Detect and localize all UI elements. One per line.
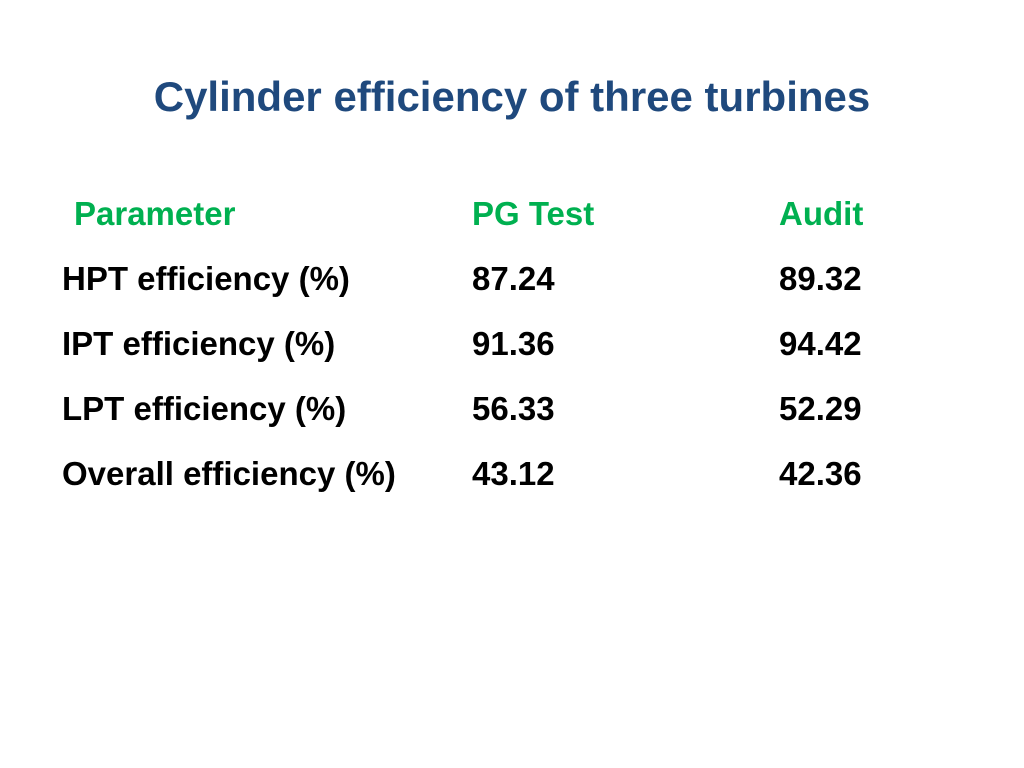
header-audit: Audit: [779, 195, 864, 232]
header-pg-test: PG Test: [472, 195, 595, 232]
row-label: HPT efficiency (%): [62, 260, 350, 297]
row-label: Overall efficiency (%): [62, 455, 396, 492]
row-label: LPT efficiency (%): [62, 390, 347, 427]
row-label: IPT efficiency (%): [62, 325, 336, 362]
table-row-overall: [62, 442, 962, 507]
header-parameter: Parameter: [74, 195, 236, 232]
audit-value: 42.36: [779, 455, 862, 492]
audit-value: 94.42: [779, 325, 862, 362]
audit-value: 89.32: [779, 260, 862, 297]
pg-test-value: 87.24: [472, 260, 555, 297]
pg-test-value: 91.36: [472, 325, 555, 362]
efficiency-table: [62, 182, 962, 507]
slide-title: Cylinder efficiency of three turbines: [153, 73, 871, 120]
table-row-hpt: [62, 247, 962, 312]
table-header-row: [62, 182, 962, 247]
pg-test-value: 43.12: [472, 455, 555, 492]
table-row-lpt: [62, 377, 962, 442]
pg-test-value: 56.33: [472, 390, 555, 427]
table-row-ipt: [62, 312, 962, 377]
audit-value: 52.29: [779, 390, 862, 427]
